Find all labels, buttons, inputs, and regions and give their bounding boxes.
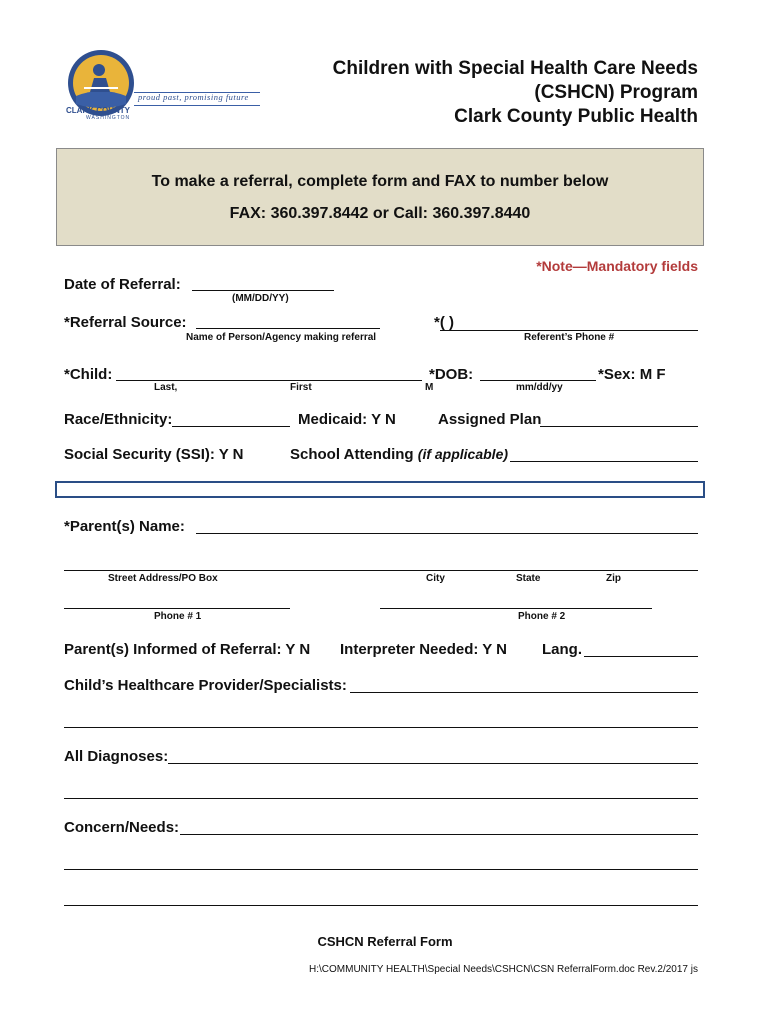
school-attending-field[interactable]: [510, 461, 698, 462]
child-name-field[interactable]: [116, 380, 422, 381]
school-attending-label: [290, 446, 508, 463]
assigned-plan-field[interactable]: [540, 426, 698, 427]
child-mi-hint: M: [425, 382, 434, 393]
parents-informed-field[interactable]: Parent(s) Informed of Referral: Y N: [64, 641, 311, 658]
date-of-referral-field[interactable]: [192, 290, 334, 291]
city-hint: City: [426, 573, 445, 584]
zip-hint: Zip: [606, 573, 621, 584]
fax-instructions-banner: [56, 148, 704, 246]
referent-phone-hint: Referent’s Phone #: [524, 332, 615, 343]
school-attending-note: (if applicable): [417, 446, 509, 462]
referent-phone-field[interactable]: [440, 330, 698, 331]
address-field[interactable]: [64, 570, 698, 571]
title-line-2: (CSHCN) Program: [534, 82, 698, 103]
provider-field[interactable]: [350, 692, 698, 693]
interpreter-needed-field[interactable]: Interpreter Needed: Y N: [340, 641, 507, 658]
mandatory-note: *Note—Mandatory fields: [536, 258, 698, 274]
child-last-hint: Last,: [154, 382, 178, 393]
concern-field-line-3[interactable]: [64, 905, 698, 906]
child-first-hint: First: [290, 382, 312, 393]
date-format-hint: (MM/DD/YY): [232, 293, 289, 304]
child-label: *Child:: [64, 366, 113, 383]
street-hint: Street Address/PO Box: [108, 573, 218, 584]
state-hint: State: [516, 573, 541, 584]
file-path-footer: H:\COMMUNITY HEALTH\Special Needs\CSHCN\CSN ReferralForm.doc Rev.2/2017 js: [309, 964, 698, 975]
title-line-1: Children with Special Health Care Needs: [332, 58, 698, 79]
form-title-footer: CSHCN Referral Form: [317, 934, 453, 949]
section-divider-bar: [55, 481, 705, 498]
language-label: Lang.: [542, 641, 582, 658]
logo-tagline: proud past, promising future: [138, 92, 249, 102]
parents-name-label: *Parent(s) Name:: [64, 518, 185, 535]
title-line-3: Clark County Public Health: [454, 106, 698, 127]
school-attending-text: School Attending: [290, 446, 414, 463]
referral-source-hint: Name of Person/Agency making referral: [186, 332, 377, 343]
referent-phone-prefix: *( ): [434, 314, 454, 331]
race-ethnicity-label: Race/Ethnicity:: [64, 411, 173, 428]
assigned-plan-label: Assigned Plan: [438, 411, 542, 428]
referral-source-field[interactable]: [196, 328, 380, 329]
race-ethnicity-field[interactable]: [172, 426, 290, 427]
parents-name-field[interactable]: [196, 533, 698, 534]
clark-county-logo: [64, 48, 264, 124]
banner-line-2: FAX: 360.397.8442 or Call: 360.397.8440: [229, 205, 531, 222]
date-of-referral-label: Date of Referral:: [64, 276, 181, 293]
sex-field[interactable]: *Sex: M F: [598, 366, 666, 383]
language-field[interactable]: [584, 656, 698, 657]
phone2-hint: Phone # 2: [518, 611, 566, 622]
referral-source-label: *Referral Source:: [64, 314, 187, 331]
phone2-field[interactable]: [380, 608, 652, 609]
phone1-hint: Phone # 1: [154, 611, 202, 622]
diagnoses-field-line-2[interactable]: [64, 798, 698, 799]
dob-field[interactable]: [480, 380, 596, 381]
logo-text: CLARK COUNTY: [66, 106, 130, 115]
concern-label: Concern/Needs:: [64, 819, 180, 836]
medicaid-field[interactable]: Medicaid: Y N: [298, 411, 396, 428]
concern-field-line-2[interactable]: [64, 869, 698, 870]
ssi-field[interactable]: Social Security (SSI): Y N: [64, 446, 244, 463]
dob-hint: mm/dd/yy: [516, 382, 563, 393]
diagnoses-field[interactable]: [168, 763, 698, 764]
provider-field-line-2[interactable]: [64, 727, 698, 728]
provider-label: Child’s Healthcare Provider/Specialists:: [64, 677, 347, 694]
phone1-field[interactable]: [64, 608, 290, 609]
concern-field[interactable]: [180, 834, 698, 835]
diagnoses-label: All Diagnoses:: [64, 748, 169, 765]
dob-label: *DOB:: [429, 366, 474, 383]
document-title: [333, 57, 698, 129]
logo-subtext: WASHINGTON: [86, 115, 131, 121]
banner-line-1: To make a referral, complete form and FAX to number below: [151, 173, 609, 190]
